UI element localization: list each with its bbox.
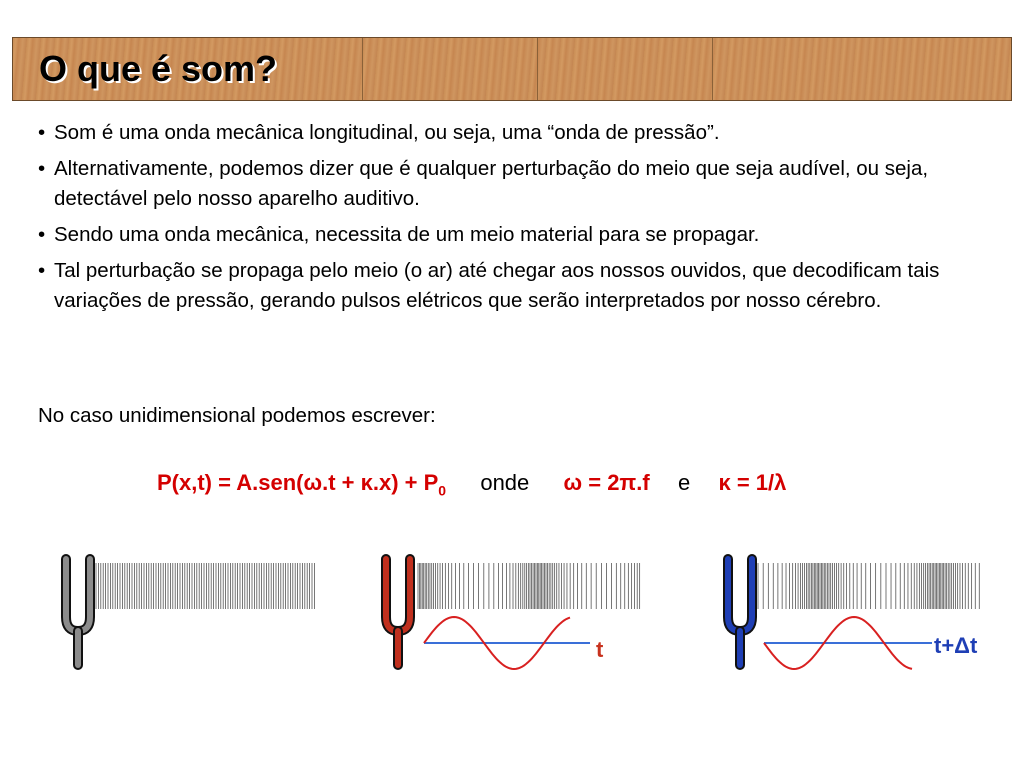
formula-row: [157, 466, 786, 507]
bullet-marker: •: [38, 157, 46, 180]
page-title: O que é som?: [39, 48, 278, 89]
title-cell-4: [713, 38, 1011, 100]
tuning-fork-blue: [728, 559, 752, 665]
pressure-stripes-red: [418, 563, 640, 609]
bullet-text: Tal perturbação se propaga pelo meio (o ar) até chegar aos nossos ouvidos, que decodificam tais variações de pressão, gerando pulsos elétricos que serão interpretados por nosso cérebro.: [54, 259, 940, 312]
bullet-item: [38, 154, 998, 214]
label-t-dt: t+Δt: [934, 633, 978, 658]
tuning-fork-red: [386, 559, 410, 665]
pressure-stripes-blue: [758, 563, 979, 609]
bullet-marker: •: [38, 223, 46, 246]
bullet-item: [38, 118, 998, 148]
wave-equation: [157, 470, 447, 499]
intro-text: No caso unidimensional podemos escrever:: [38, 404, 436, 427]
bullet-text: Sendo uma onda mecânica, necessita de um meio material para se propagar.: [54, 223, 760, 246]
omega-equation: ω = 2π.f: [563, 470, 650, 495]
word-e: e: [677, 470, 691, 495]
label-t: t: [596, 637, 604, 662]
word-onde: onde: [480, 470, 530, 495]
bullet-text: Alternativamente, podemos dizer que é qualquer perturbação do meio que seja audível, ou seja, detectável pelo nosso aparelho auditivo.: [54, 157, 929, 210]
title-cell-3: [538, 38, 713, 100]
title-cell-2: [363, 38, 538, 100]
bullet-text: Som é uma onda mecânica longitudinal, ou seja, uma “onda de pressão”.: [54, 121, 720, 144]
pressure-stripes-gray: [96, 563, 314, 609]
pressure-wave-t: [424, 617, 590, 669]
bullet-item: [38, 220, 998, 250]
tuning-fork-diagram: [0, 545, 1024, 685]
bullet-marker: •: [38, 121, 46, 144]
tuning-fork-gray: [66, 559, 90, 665]
bullet-item: [38, 256, 998, 316]
wave-equation-subscript: 0: [438, 482, 447, 499]
bullet-list: [38, 118, 998, 322]
pressure-wave-t-dt: [764, 617, 932, 669]
bullet-marker: •: [38, 259, 46, 282]
title-cell-main: [13, 38, 363, 100]
title-bar: [12, 37, 1012, 101]
kappa-equation: κ = 1/λ: [718, 470, 787, 495]
wave-equation-text: P(x,t) = A.sen(ω.t + κ.x) + P: [157, 470, 439, 495]
